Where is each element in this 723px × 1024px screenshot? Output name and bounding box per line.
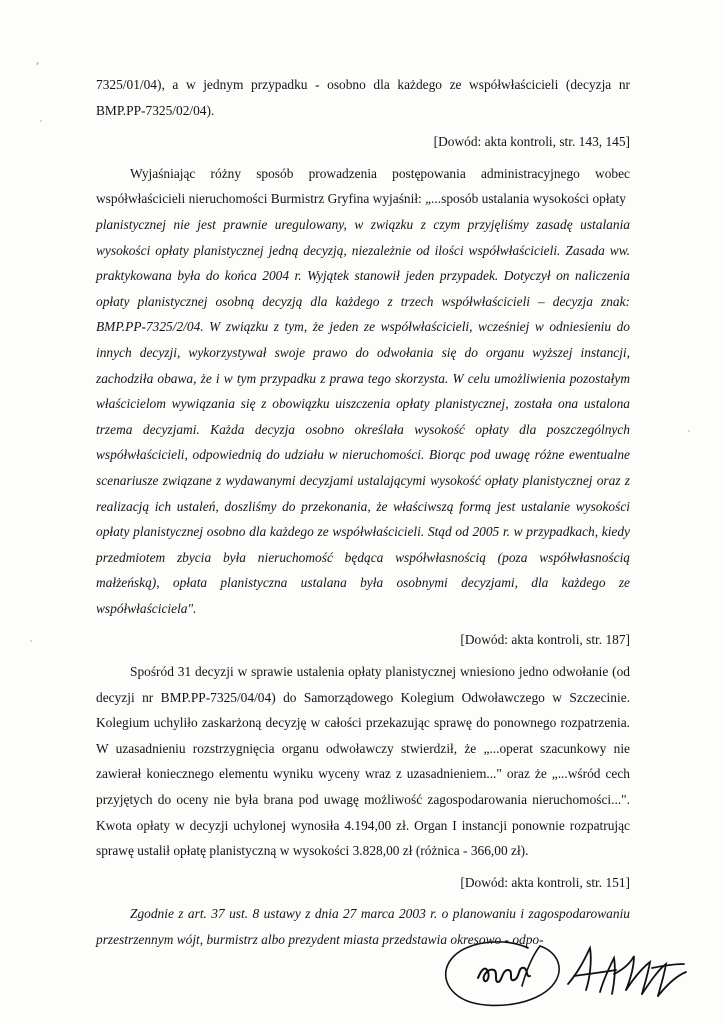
paragraph-legal-basis: Zgodnie z art. 37 ust. 8 ustawy z dnia 27 marca 2003 r. o planowaniu i zagospodarowaniu przestrzennym wójt, burmistrz albo prezydent miasta przedstawia okresowo - odpo- — [96, 906, 630, 947]
paragraph-explanation-intro: Wyjaśniając różny sposób prowadzenia postępowania administracyjnego wobec współwłaścicieli nieruchomości Burmistrz Gryfina wyjaśnił: „...sposób ustalania wysokości opłaty — [96, 165, 630, 207]
document-body — [96, 72, 630, 953]
paragraph-appeal-decision: Spośród 31 decyzji w sprawie ustalenia opłaty planistycznej wniesiono jedno odwołanie (od decyzji nr BMP.PP-7325/04/04) do Samorządowego Kolegium Odwoławczego w Szczecinie. Kolegium uchyliło zaskarżoną decyzję w całości przekazując sprawę do ponownego rozpatrzenia. W uzasadnieniu rozstrzygnięcia organu odwoławczy stwierdził, że „...operat szacunkowy nie zawierał koniecznego elementu wyniku wyceny wraz z uzasadnieniem..." oraz że „...wśród cech przyjętych do oceny nie była brana pod uwagę możliwość zagospodarowania nieruchomości...". Kwota opłaty w decyzji uchylonej wynosiła 4.194,00 zł. Organ I instancji ponownie rozpatrując sprawę ustalił opłatę planistyczną w wysokości 3.828,00 zł (różnica - 366,00 zł). — [96, 664, 630, 859]
scan-speck — [30, 640, 32, 642]
evidence-reference-3: [Dowód: akta kontroli, str. 151] — [460, 874, 630, 890]
signature-area — [96, 944, 630, 1014]
scan-speck — [40, 120, 42, 122]
quoted-statement — [96, 212, 630, 622]
evidence-reference-2: [Dowód: akta kontroli, str. 187] — [460, 632, 630, 648]
paragraph-continuation: 7325/01/04), a w jednym przypadku - osobno dla każdego ze współwłaścicieli (decyzja nr BMP.PP-7325/02/04). — [96, 77, 630, 118]
paragraph-quote-body: planistycznej nie jest prawnie uregulowany, w związku z czym przyjęliśmy zasadę ustalania wysokości opłaty planistycznej jedną decyzją, niezależnie od ilości współwłaścicieli. Zasada ww. praktykowana była do końca 2004 r. Wyjątek stanowił jeden przypadek. Dotyczył on naliczenia opłaty planistycznej osobną decyzją dla każdego z trzech współwłaścicieli – decyzja znak: BMP.PP-7325/2/04. W związku z tym, że jeden ze współwłaścicieli, wcześniej w odniesieniu do innych decyzji, wykorzystywał swoje prawo do odwołania się do organu wyższej instancji, zachodziła obawa, że i w tym przypadku z prawa tego skorzysta. W celu umożliwienia pozostałym właścicielom wywiązania się z obowiązku uiszczenia opłaty planistycznej, została ona ustalona trzema decyzjami. Każda decyzja osobno określała wysokość opłaty dla poszczególnych współwłaścicieli, odpowiednią do udziału w nieruchomości. Biorąc pod uwagę różne ewentualne scenariusze związane z wydawanymi decyzjami ustalającymi wysokość opłaty planistycznej oraz z realizacją ich ustaleń, doszliśmy do przekonania, że właściwszą formą jest ustalanie wysokości opłaty planistycznej osobno dla każdego ze współwłaścicieli. Stąd od 2005 r. w przypadkach, kiedy przedmiotem zbycia była nieruchomość będąca współwłasnością (poza współwłasnością małżeńską), opłata planistyczna ustalana była osobnymi decyzjami, dla każdego ze współwłaściciela". — [96, 216, 630, 616]
evidence-reference-1: [Dowód: akta kontroli, str. 143, 145] — [433, 134, 630, 150]
scan-speck — [688, 430, 690, 432]
signature-right — [564, 944, 694, 1014]
scan-speck — [36, 62, 39, 65]
